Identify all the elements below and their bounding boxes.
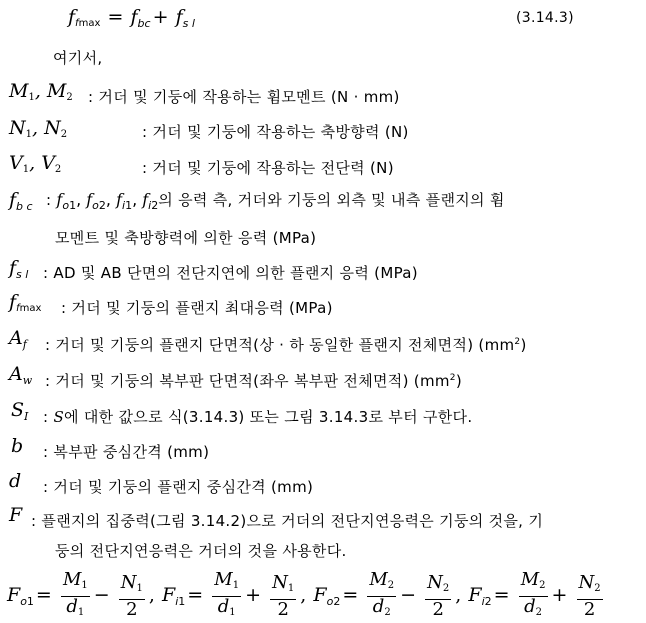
def-aw-text: : 거더 및 기둥의 복부판 단면적(좌우 복부판 전체면적) $(mm^2)$ bbox=[45, 372, 462, 390]
equation-number: (3.14.3) bbox=[516, 10, 574, 26]
symbol-fsl: $f_{s l}$ bbox=[9, 257, 29, 281]
def-d-text: : 거더 및 기둥의 플랜지 중심간격 (mm) bbox=[43, 478, 314, 496]
def-ffmax-text: : 거더 및 기둥의 플랜지 최대응력 (MPa) bbox=[61, 299, 333, 317]
symbol-f: F bbox=[9, 504, 23, 526]
def-n-text: : 거더 및 기둥에 작용하는 축방향력 (N) bbox=[142, 123, 409, 141]
def-fbc-line2: 모멘트 및 축방향력에 의한 응력 (MPa) bbox=[55, 229, 317, 247]
def-v-text: : 거더 및 기둥에 작용하는 전단력 (N) bbox=[142, 159, 394, 177]
def-af-text: : 거더 및 기둥의 플랜지 단면적(상 · 하 동일한 플랜지 전체면적) $(mm^2)$ bbox=[45, 336, 527, 354]
intro-text: 여기서, bbox=[53, 49, 103, 67]
def-fsl-text: : AD 및 AB 단면의 전단지연에 의한 플랜지 응력 (MPa) bbox=[43, 264, 418, 282]
symbol-m: $M_1$, $M_2$ bbox=[9, 80, 73, 103]
symbol-b: b bbox=[11, 435, 24, 457]
symbol-aw: $A_w$ bbox=[9, 363, 33, 387]
def-fbc-line1: : $f_{o1}$, $f_{o2}$, $f_{i1}$, $f_{i2}$의 응력 측, 거더와 기둥의 외측 및 내측 플랜지의 휨 bbox=[46, 190, 505, 212]
symbol-ffmax: $f_{fmax}$ bbox=[9, 291, 42, 314]
symbol-d: d bbox=[9, 470, 22, 492]
symbol-af: $A_f$ bbox=[9, 327, 27, 351]
symbol-fbc: $f_{b c}$ bbox=[9, 189, 33, 213]
def-f-line2: 둥의 전단지연응력은 거더의 것을 사용한다. bbox=[55, 542, 347, 560]
symbol-si: $S_I$ bbox=[11, 399, 29, 423]
def-f-line1: : 플랜지의 집중력(그림 3.14.2)으로 거더의 전단지연응력은 기둥의 것을, 기 bbox=[31, 512, 544, 530]
def-fbc-text-a: 의 응력 측, 거더와 기둥의 외측 및 내측 플랜지의 휨 bbox=[158, 191, 505, 209]
def-si-text: : S에 대한 값으로 식(3.14.3) 또는 그림 3.14.3로 부터 구한다. bbox=[43, 408, 473, 426]
equation-top: $f_{fmax} = f_{bc} + f_{s l}$ bbox=[68, 6, 195, 30]
def-b-text: : 복부판 중심간격 (mm) bbox=[43, 443, 210, 461]
symbol-n: $N_1$, $N_2$ bbox=[9, 117, 68, 140]
symbol-v: $V_1$, $V_2$ bbox=[9, 152, 62, 175]
equation-bottom: $F_{o1}$ = $\frac{M_1}{d_1}$ − $\frac{N_1}{2}$ , $F_{i1}$ = $\frac{M_1}{d_1}$ + $\frac{N_1}{2}$ , $F_{o2}$ = $\frac{M_2}{d_2}$ − $\frac{N_2}{2}$ , $F_{i2}$ = $\frac{M_2}{d_2}$ + $\frac{N_2}{2}$ bbox=[7, 569, 601, 620]
def-m-text: : 거더 및 기둥에 작용하는 휨모멘트 (N · mm) bbox=[88, 88, 400, 106]
